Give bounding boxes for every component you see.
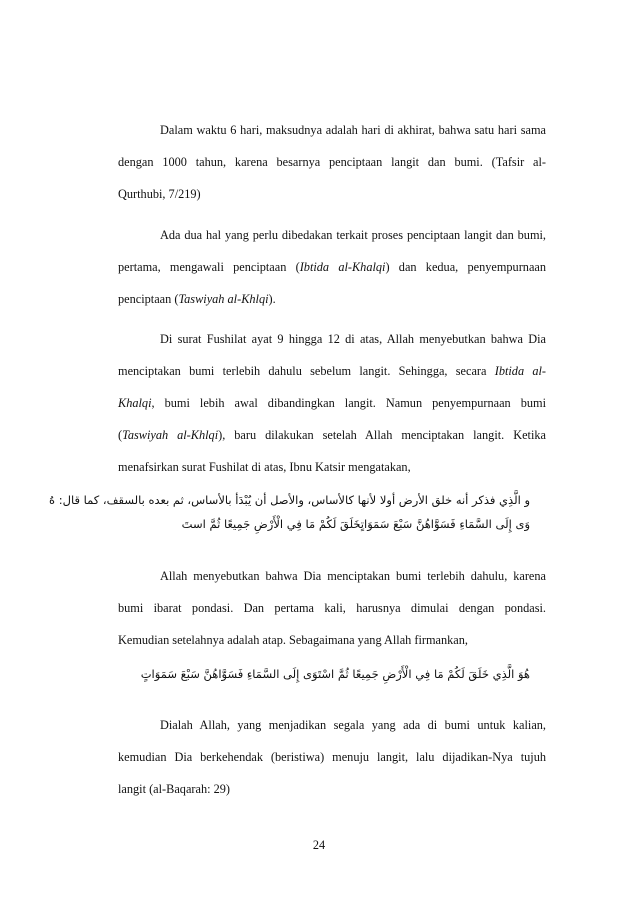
paragraph-4-line-1: Allah menyebutkan bahwa Dia menciptakan bumi terlebih dahulu, karena <box>160 569 546 583</box>
arabic-quote-2: هُوَ الَّذِي خَلَقَ لَكُمْ مَا فِي الْأَرْضِ جَمِيعًا ثُمَّ اسْتَوَى إِلَى السَّمَاءِ فَسَوَّاهُنَّ سَبْعَ سَمَوَاتٍ <box>140 667 530 681</box>
paragraph-3-line-2: menciptakan bumi terlebih dahulu sebelum langit. Sehingga, secara Ibtida al- <box>118 364 546 378</box>
arabic-quote-1-line-2: وَى إِلَى السَّمَاءِ فَسَوَّاهُنَّ سَبْعَ سَمَوَاتٍخَلَقَ لَكُمْ مَا فِي الْأَرْضِ جَمِيعًا ثُمَّ استَ <box>181 517 530 531</box>
paragraph-3-line-3: Khalqi, bumi lebih awal dibandingkan langit. Namun penyempurnaan bumi <box>118 396 546 410</box>
paragraph-2-line-2: pertama, mengawali penciptaan (Ibtida al-Khalqi) dan kedua, penyempurnaan <box>118 260 547 274</box>
paragraph-5-line-2: kemudian Dia berkehendak (beristiwa) menuju langit, lalu dijadikan-Nya tujuh <box>118 750 546 764</box>
paragraph-3-line-5: menafsirkan surat Fushilat di atas, Ibnu Katsir mengatakan, <box>118 460 411 474</box>
paragraph-1-line-2: dengan 1000 tahun, karena besarnya penciptaan langit dan bumi. (Tafsir al- <box>118 155 546 169</box>
paragraph-2-line-3: penciptaan (Taswiyah al-Khlqi). <box>118 292 276 306</box>
paragraph-5-line-3: langit (al-Baqarah: 29) <box>118 782 230 796</box>
paragraph-3-line-4: (Taswiyah al-Khlqi), baru dilakukan setelah Allah menciptakan langit. Ketika <box>118 428 546 442</box>
paragraph-5-line-1: Dialah Allah, yang menjadikan segala yang ada di bumi untuk kalian, <box>160 718 546 732</box>
paragraph-2-line-1: Ada dua hal yang perlu dibedakan terkait proses penciptaan langit dan bumi, <box>160 228 546 242</box>
paragraph-1-line-3: Qurthubi, 7/219) <box>118 187 201 201</box>
arabic-quote-1-line-1: و الَّذِي فذكر أنه خلق الأرض أولا لأنها كالأساس، والأصل أن يُبْدَأ بالأساس، ثم بعده بالسقف، كما قال: هُ <box>49 493 530 507</box>
paragraph-1-line-1: Dalam waktu 6 hari, maksudnya adalah hari di akhirat, bahwa satu hari sama <box>160 123 546 137</box>
paragraph-4-line-3: Kemudian setelahnya adalah atap. Sebagaimana yang Allah firmankan, <box>118 633 468 647</box>
paragraph-3-line-1: Di surat Fushilat ayat 9 hingga 12 di atas, Allah menyebutkan bahwa Dia <box>160 332 546 346</box>
page-number: 24 <box>312 838 326 852</box>
paragraph-4-line-2: bumi ibarat pondasi. Dan pertama kali, harusnya dimulai dengan pondasi. <box>118 601 546 615</box>
